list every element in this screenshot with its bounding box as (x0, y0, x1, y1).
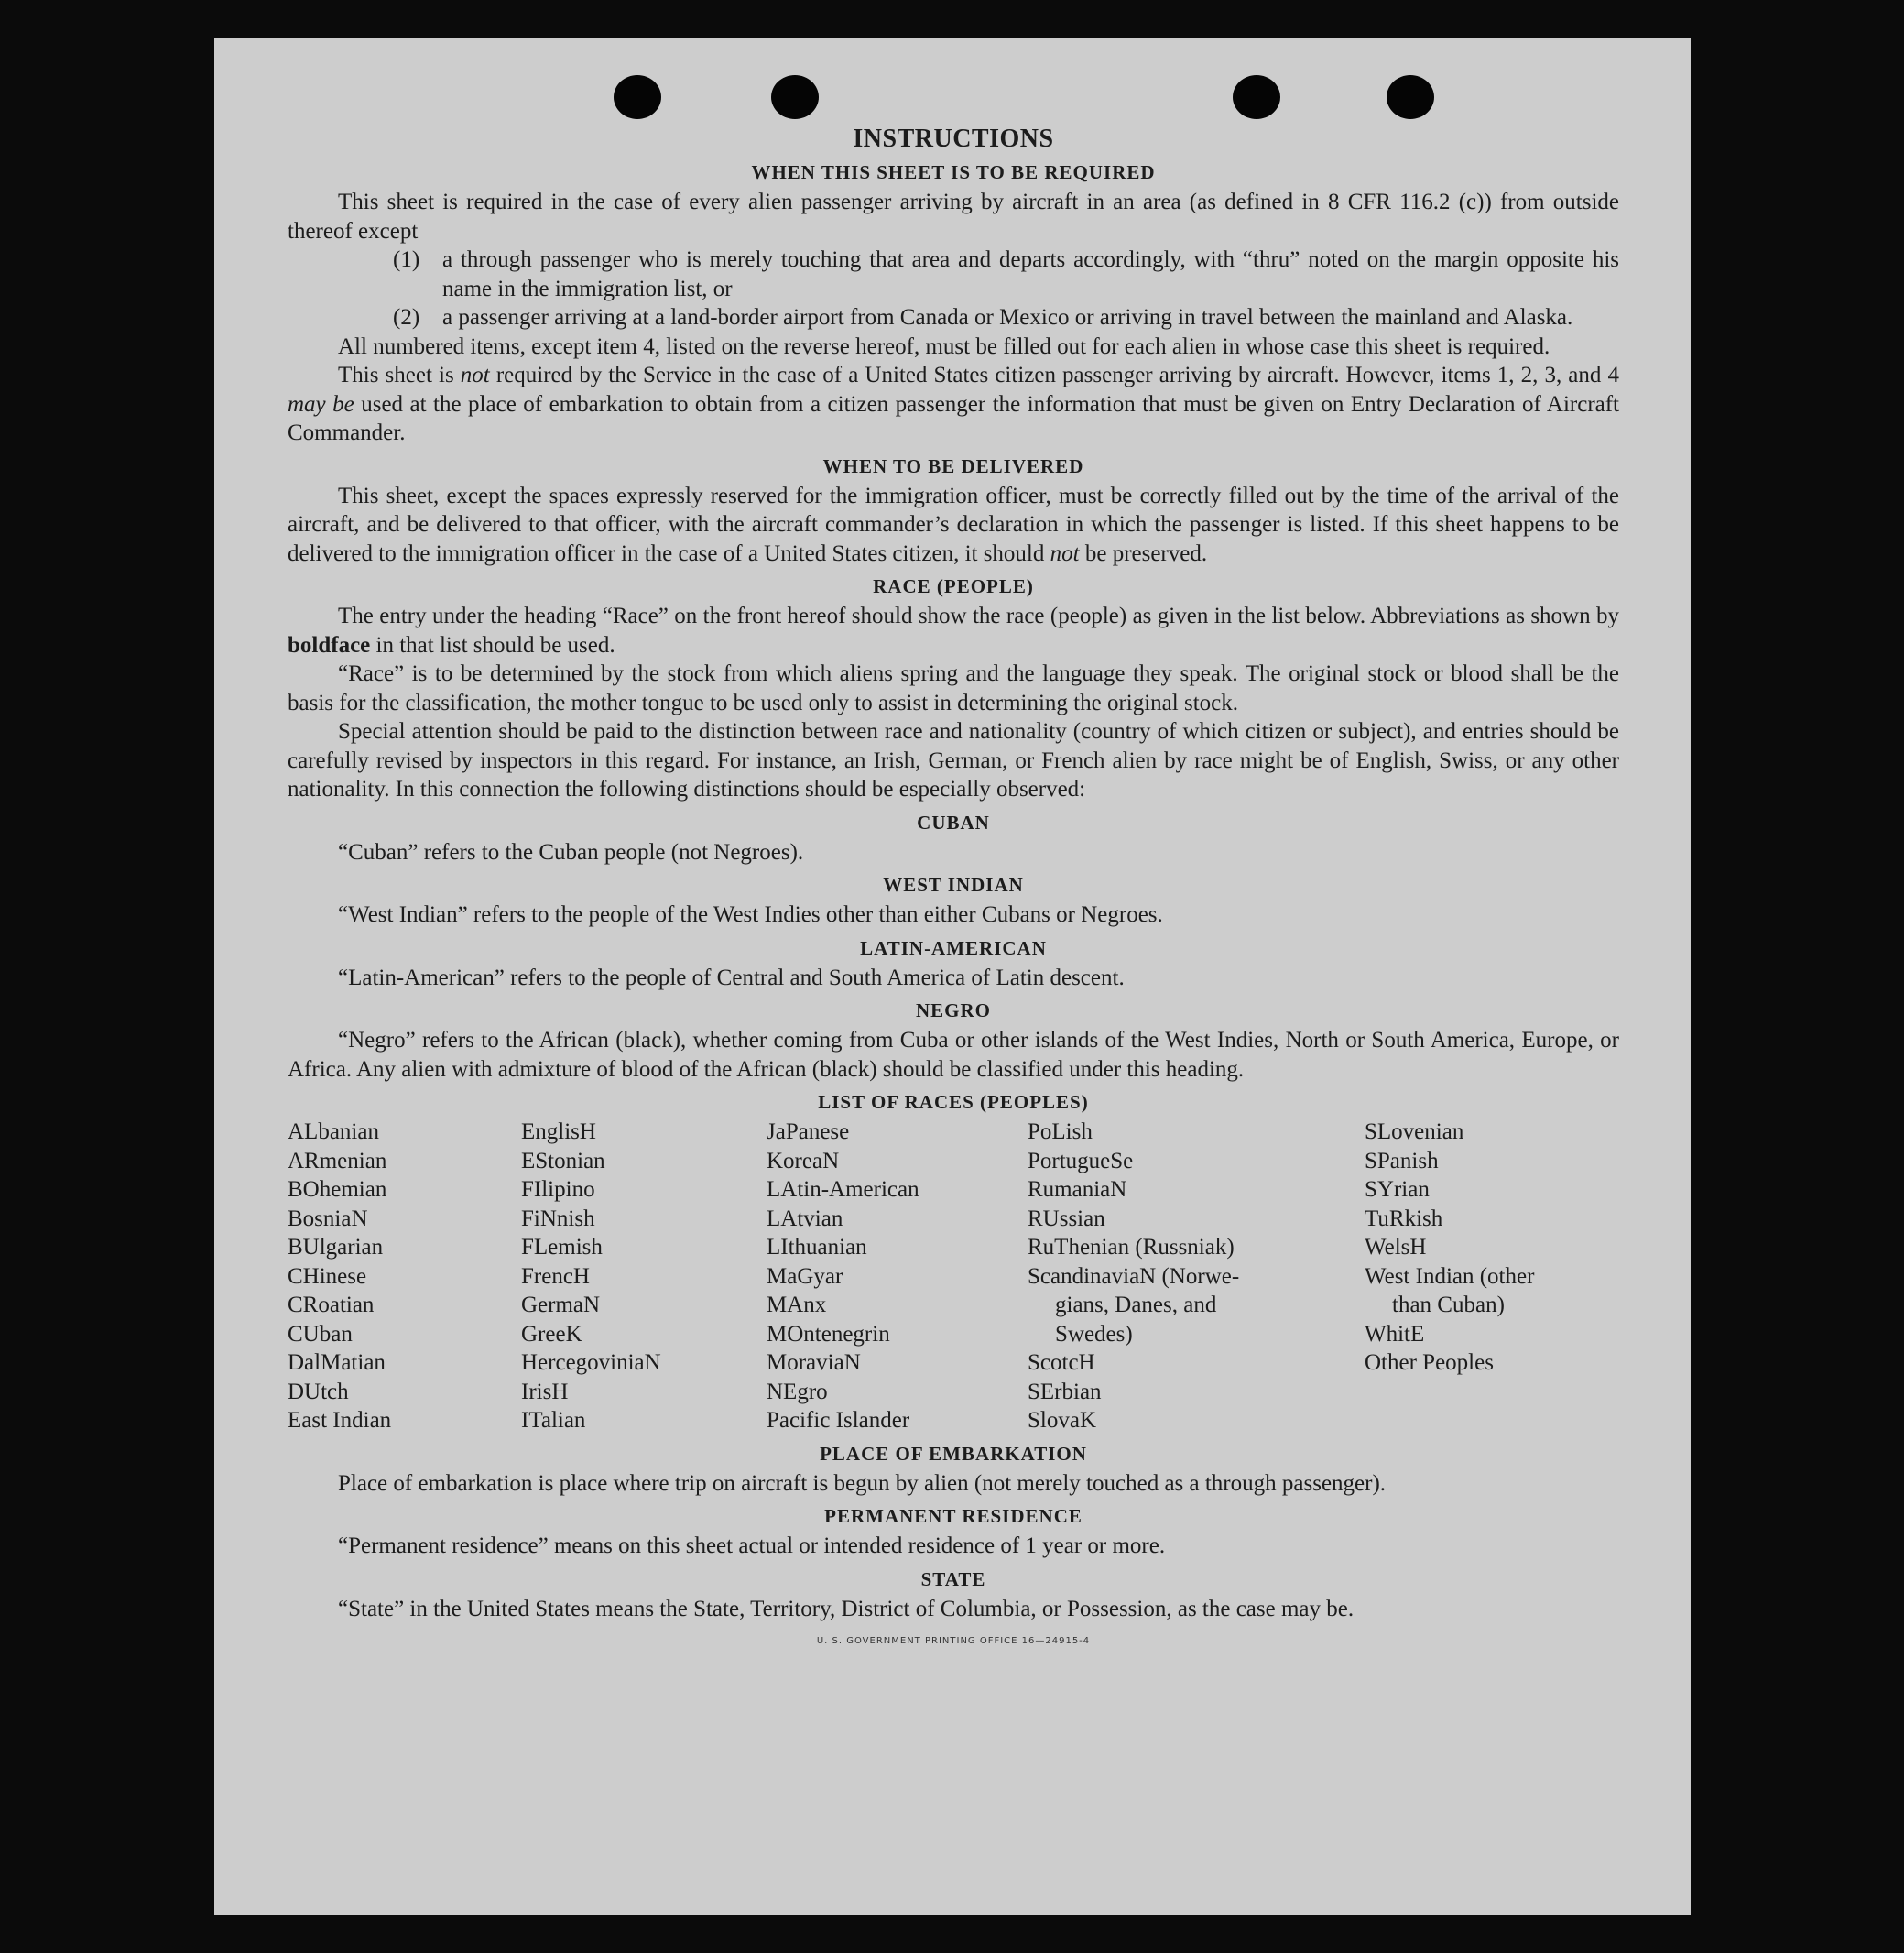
race-entry: BUlgarian (288, 1235, 384, 1260)
race-entry: than Cuban) (1392, 1293, 1505, 1317)
paragraph: This sheet is required in the case of every alien passenger arriving by aircraft in an area (as defined in 8 CFR 116.2 (c)) from outside thereof except (288, 190, 1619, 244)
race-entry: FLemish (521, 1235, 603, 1260)
instruction-sheet (214, 38, 1691, 1915)
text-run: required by the Service in the case of a United States citizen passenger arriving by aircraft. However, items 1, 2, 3, and 4 (489, 363, 1619, 387)
race-entry: GreeK (521, 1321, 582, 1347)
race-entry: MaGyar (767, 1263, 843, 1289)
race-column (521, 1118, 767, 1435)
race-entry: FIlipino (521, 1177, 595, 1202)
race-entry: SPanish (1365, 1148, 1439, 1173)
emphasis: may be (288, 391, 354, 417)
race-entry: LIthuanian (767, 1235, 867, 1260)
item-number: (1) (393, 247, 420, 272)
race-entry: BOhemian (288, 1177, 387, 1202)
race-entry: MOntenegrin (767, 1321, 890, 1347)
paragraph: “Negro” refers to the African (black), whether coming from Cuba or other islands of the West Indies, North or South America, Europe, or Africa. Any alien with admixture of blood of the African (black) should be classified under this heading. (288, 1028, 1619, 1082)
item-text: a through passenger who is merely touching that area and departs accordingly, with “thru” noted on the margin opposite his name in the immigration list, or (442, 247, 1619, 301)
paragraph: “State” in the United States means the State, Territory, District of Columbia, or Possession, as the case may be. (338, 1596, 1355, 1621)
race-entry: CRoatian (288, 1293, 375, 1317)
race-entry: GermaN (521, 1293, 601, 1317)
text-run: The entry under the heading “Race” on the front hereof should show the race (people) as given in the list below. Abbreviations as shown by (338, 604, 1619, 628)
paragraph (288, 602, 1619, 660)
race-entry: CUban (288, 1321, 353, 1347)
race-entry: EnglisH (521, 1119, 596, 1144)
bold-text: boldface (288, 632, 371, 658)
item-number: (2) (393, 305, 420, 330)
race-entry: BosniaN (288, 1206, 368, 1231)
paragraph: “West Indian” refers to the people of the West Indies other than either Cubans or Negroes. (338, 902, 1163, 927)
race-entry: WelsH (1365, 1235, 1427, 1260)
text-run: be preserved. (1079, 540, 1208, 566)
section-heading: PERMANENT RESIDENCE (824, 1505, 1083, 1527)
race-entry: Other Peoples (1365, 1350, 1494, 1375)
item-text: a passenger arriving at a land-border airport from Canada or Mexico or arriving in travel between the mainland and Alaska. (442, 305, 1573, 330)
section-heading: WHEN TO BE DELIVERED (822, 454, 1084, 477)
punch-hole (1233, 75, 1280, 119)
race-entry: SYrian (1365, 1177, 1430, 1202)
race-entry: ScotcH (1028, 1350, 1095, 1375)
section-heading: NEGRO (915, 999, 991, 1021)
section-heading: LATIN-AMERICAN (860, 936, 1047, 959)
race-entry: RuThenian (Russniak) (1028, 1235, 1235, 1260)
race-entry: WhitE (1365, 1321, 1425, 1347)
race-entry: DalMatian (288, 1350, 386, 1375)
race-column (767, 1118, 1028, 1435)
paragraph (288, 482, 1619, 569)
printer-imprint: U. S. GOVERNMENT PRINTING OFFICE 16—24915-4 (816, 1636, 1091, 1646)
paragraph: “Permanent residence” means on this sheet actual or intended residence of 1 year or more. (338, 1533, 1166, 1558)
race-column (288, 1118, 521, 1435)
race-entry: gians, Danes, and (1055, 1293, 1217, 1317)
race-column (1028, 1118, 1365, 1435)
race-entry: RumaniaN (1028, 1177, 1127, 1202)
race-entry: HercegoviniaN (521, 1350, 661, 1375)
race-entry: JaPanese (767, 1119, 850, 1144)
list-item (288, 303, 1619, 333)
emphasis: not (1050, 540, 1080, 566)
section-heading: CUBAN (917, 811, 990, 834)
race-column (1365, 1118, 1603, 1435)
text-run: This sheet is (338, 363, 461, 387)
paragraph: “Cuban” refers to the Cuban people (not Negroes). (338, 839, 804, 865)
section-heading: RACE (PEOPLE) (873, 575, 1034, 597)
section-heading: LIST OF RACES (PEOPLES) (818, 1091, 1089, 1113)
section-heading: STATE (920, 1567, 986, 1590)
punch-hole (771, 75, 819, 119)
paragraph: All numbered items, except item 4, listed on the reverse hereof, must be filled out for each alien in whose case this sheet is required. (338, 333, 1550, 359)
race-entry: ARmenian (288, 1148, 387, 1173)
race-entry: PortugueSe (1028, 1148, 1134, 1173)
race-entry: SErbian (1028, 1379, 1102, 1404)
race-entry: RUssian (1028, 1206, 1105, 1231)
race-entry: SlovaK (1028, 1408, 1096, 1433)
race-entry: MAnx (767, 1293, 827, 1317)
race-entry: MoraviaN (767, 1350, 861, 1375)
race-list (288, 1118, 1619, 1435)
race-entry: ALbanian (288, 1119, 379, 1144)
race-entry: ITalian (521, 1408, 586, 1433)
paragraph: Place of embarkation is place where trip on aircraft is begun by alien (not merely touched as a through passenger). (338, 1470, 1387, 1496)
section-heading: WHEN THIS SHEET IS TO BE REQUIRED (751, 161, 1156, 183)
text-run: This sheet, except the spaces expressly reserved for the immigration officer, must be correctly filled out by the time of the arrival of the aircraft, and be delivered to that officer, with the aircraft commander’s declaration in which the passenger is listed. If this sheet happens to be delivered to the immigration officer in the case of a United States citizen, it should (288, 483, 1619, 566)
section-heading: WEST INDIAN (883, 874, 1024, 896)
race-entry: FiNnish (521, 1206, 595, 1231)
race-entry: KoreaN (767, 1148, 840, 1173)
punch-hole (614, 75, 661, 119)
paragraph: Special attention should be paid to the distinction between race and nationality (country of which citizen or subject), and entries should be carefully revised by inspectors in this regard. For instance, an Irish, German, or French alien by race might be of English, Swiss, or any other nationality. In this connection the following distinctions should be especially observed: (288, 719, 1619, 802)
paragraph: “Race” is to be determined by the stock from which aliens spring and the language they speak. The original stock or blood shall be the basis for the classification, the mother tongue to be used only to assist in determining the original stock. (288, 661, 1619, 715)
punch-hole (1387, 75, 1434, 119)
list-item (288, 245, 1619, 303)
text-run: in that list should be used. (370, 632, 615, 658)
race-entry: West Indian (other (1365, 1263, 1535, 1289)
emphasis: not (460, 363, 490, 387)
race-entry: ScandinaviaN (Norwe- (1028, 1263, 1240, 1289)
section-heading: PLACE OF EMBARKATION (820, 1442, 1087, 1465)
race-entry: LAtin-American (767, 1177, 919, 1202)
race-entry: Pacific Islander (767, 1408, 910, 1433)
race-entry: PoLish (1028, 1119, 1093, 1144)
race-entry: East Indian (288, 1408, 392, 1433)
text-run: used at the place of embarkation to obtain from a citizen passenger the information that must be given on Entry Declaration of Aircraft Commander. (288, 391, 1620, 445)
race-entry: DUtch (288, 1379, 349, 1404)
race-entry: FrencH (521, 1263, 590, 1289)
page-title: INSTRUCTIONS (853, 125, 1054, 153)
paragraph: “Latin-American” refers to the people of Central and South America of Latin descent. (338, 965, 1125, 990)
race-entry: Swedes) (1055, 1321, 1133, 1347)
race-entry: CHinese (288, 1263, 367, 1289)
race-entry: EStonian (521, 1148, 605, 1173)
race-entry: LAtvian (767, 1206, 843, 1231)
race-entry: TuRkish (1365, 1206, 1443, 1231)
paragraph (288, 361, 1619, 448)
race-entry: SLovenian (1365, 1119, 1464, 1144)
race-entry: IrisH (521, 1379, 569, 1404)
race-entry: NEgro (767, 1379, 828, 1404)
